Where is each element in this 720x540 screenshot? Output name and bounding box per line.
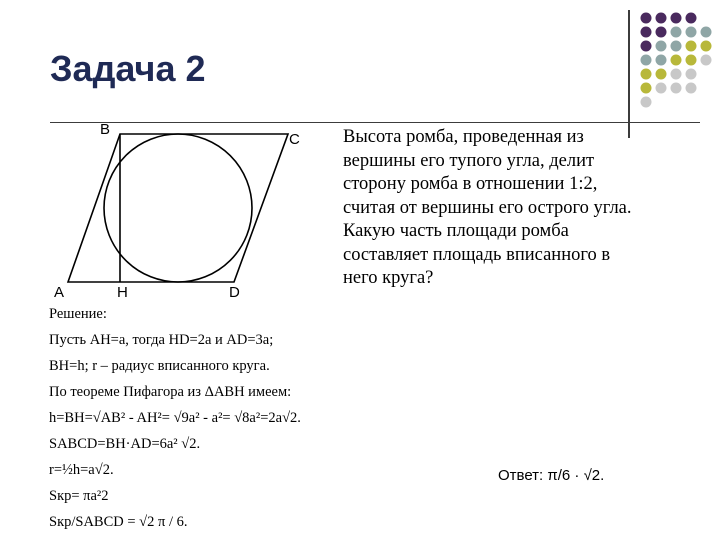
dot-olive (656, 69, 667, 80)
dot-grey (686, 83, 697, 94)
vertex-label-c: C (289, 131, 300, 148)
vertex-label-h: H (117, 284, 128, 300)
dot-grey (671, 83, 682, 94)
answer-text: Ответ: π/6 · √2. (498, 467, 605, 484)
dot-purple (686, 13, 697, 24)
vertex-label-d: D (229, 284, 240, 300)
solution-line: h=BH=√AB² - AH²= √9a² - a²= √8a²=2a√2. (49, 410, 301, 426)
dot-teal (686, 27, 697, 38)
dot-purple (641, 27, 652, 38)
problem-statement (343, 126, 703, 291)
problem-line: Какую часть площади ромба (343, 221, 569, 241)
solution-line: По теореме Пифагора из ΔABH имеем: (49, 384, 292, 400)
problem-line: Высота ромба, проведенная из (343, 127, 584, 147)
rhombus-figure (48, 120, 308, 300)
problem-line: сторону ромба в отношении 1:2, (343, 174, 598, 194)
dot-teal (656, 55, 667, 66)
dot-olive (641, 69, 652, 80)
dot-olive (671, 55, 682, 66)
dot-purple (641, 41, 652, 52)
problem-line: вершины его тупого угла, делит (343, 150, 595, 171)
vertex-label-a: A (54, 284, 65, 300)
inscribed-circle (104, 134, 252, 282)
dot-olive (686, 55, 697, 66)
dot-teal (641, 55, 652, 66)
solution-line: BH=h; r – радиус вписанного круга. (49, 358, 270, 374)
vertex-label-b: B (100, 121, 111, 138)
problem-line: считая от вершины его острого угла. (343, 197, 632, 218)
solution-line: Sкр= πa²2 (49, 488, 109, 504)
solution-line: r=½h=a√2. (49, 462, 114, 478)
dot-grey (656, 83, 667, 94)
dot-grey (641, 97, 652, 108)
rhombus-abcd (68, 134, 288, 282)
decorative-dot-grid (636, 10, 712, 110)
dot-teal (656, 41, 667, 52)
problem-line: него круга? (343, 268, 434, 288)
solution-line: Пусть AH=a, тогда HD=2a и AD=3a; (49, 332, 274, 348)
dot-olive (701, 41, 712, 52)
solution-block (49, 301, 449, 535)
problem-line: составляет площадь вписанного в (343, 244, 611, 265)
dot-purple (656, 13, 667, 24)
dot-teal (671, 27, 682, 38)
dot-teal (701, 27, 712, 38)
dot-purple (641, 13, 652, 24)
dot-purple (671, 13, 682, 24)
slide-title: Задача 2 (50, 48, 206, 89)
dot-grey (701, 55, 712, 66)
solution-line: SABCD=BH·AD=6a² √2. (49, 436, 201, 452)
dot-grey (671, 69, 682, 80)
dot-purple (656, 27, 667, 38)
solution-line: Sкр/SABCD = √2 π / 6. (49, 514, 188, 530)
decorative-vertical-line (628, 10, 630, 138)
dot-grey (686, 69, 697, 80)
dot-olive (641, 83, 652, 94)
solution-heading: Решение: (49, 306, 107, 322)
dot-teal (671, 41, 682, 52)
dot-olive (686, 41, 697, 52)
